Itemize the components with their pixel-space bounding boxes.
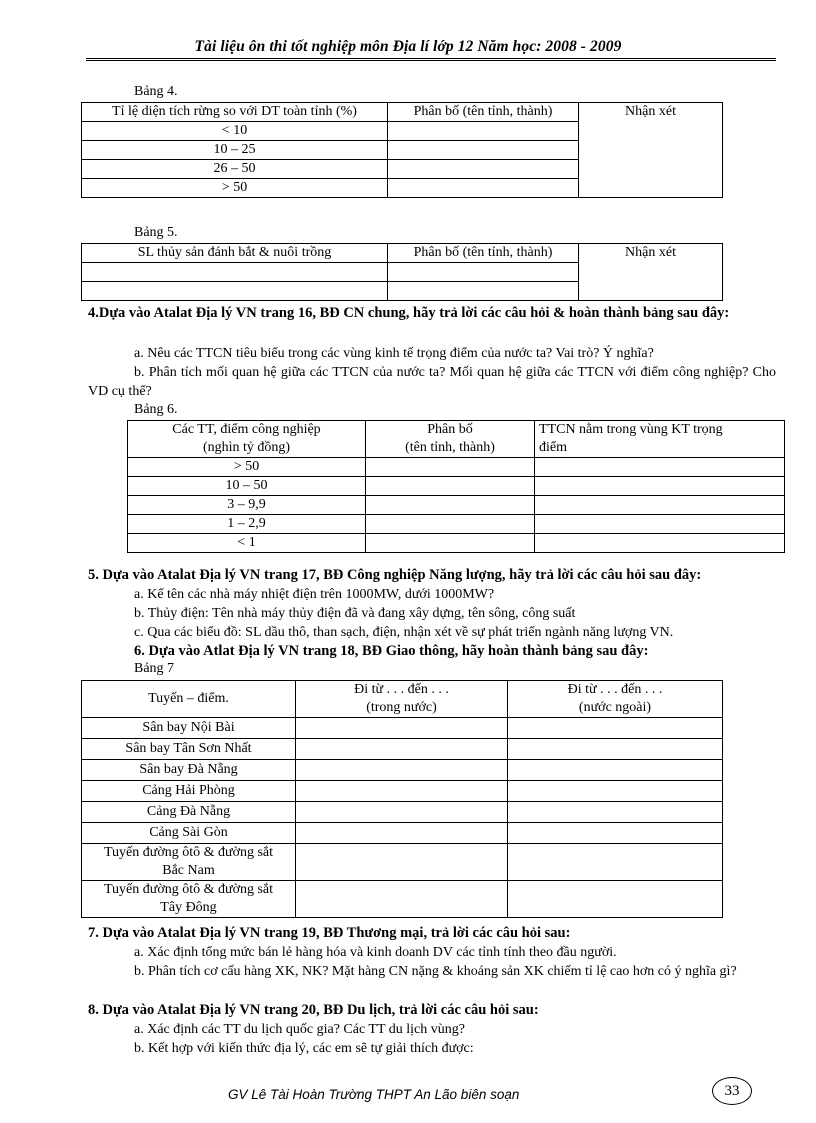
table4-row-label: < 10 [82,122,388,141]
table6-header-distribution [366,421,535,458]
table7-row-label: Cảng Hải Phòng [82,781,296,802]
footer-author: GV Lê Tài Hoàn Trường THPT An Lão biên soạn [228,1087,520,1102]
table4-cell [388,160,579,179]
section5-item-c: c. Qua các biểu đồ: SL dầu thô, than sạch, điện, nhận xét về sự phát triển ngành năng lượng VN. [134,625,674,640]
section5-item-b: b. Thủy điện: Tên nhà máy thủy điện đã và đang xây dựng, tên sông, công suất [134,606,576,621]
table7-row-label-route [82,881,296,918]
table7 [81,680,723,918]
table4-cell [388,179,579,198]
section7-item-b: b. Phân tích cơ cấu hàng XK, NK? Mặt hàng CN nặng & khoáng sản XK chiếm tỉ lệ cao hơn có ý nghĩa gì? [134,964,737,979]
section5-item-a: a. Kể tên các nhà máy nhiệt điện trên 1000MW, dưới 1000MW? [134,587,495,602]
table6-row-label: 10 – 50 [128,477,366,496]
table5-cell [388,263,579,282]
table7-header-foreign-line1: Đi từ . . . đến . . . [567,682,663,697]
section8-item-b: b. Kết hợp với kiến thức địa lý, các em sẽ tự giải thích được: [134,1041,474,1056]
table7-caption: Bảng 7 [134,661,175,676]
table6-cell [535,534,785,553]
table6-row-label: 1 – 2,9 [128,515,366,534]
section7-item-a: a. Xác định tổng mức bán lẻ hàng hóa và kinh doanh DV các tỉnh tính theo đầu người. [134,945,617,960]
table6-cell [535,515,785,534]
table7-route2-line2: Tây Đông [160,900,217,915]
table6-row-label: < 1 [128,534,366,553]
table5-header-distribution: Phân bố (tên tỉnh, thành) [388,244,579,263]
table7-route1-line1: Tuyến đường ôtô & đường sắt [103,845,274,860]
table5-header-comment: Nhận xét [579,244,723,301]
table6-cell [366,534,535,553]
table6-header-centers-line2: (nghìn tỷ đồng) [202,440,291,455]
table4-header-distribution: Phân bố (tên tỉnh, thành) [388,103,579,122]
table6-header-zone-line1: TTCN nằm trong vùng KT trọng [539,422,723,437]
table4-cell [388,122,579,141]
table7-row-label: Sân bay Đà Nẵng [82,760,296,781]
table6-header-distribution-line1: Phân bố [427,422,473,437]
table6 [127,420,785,553]
table6-cell [366,515,535,534]
table5 [81,243,723,301]
header-divider [86,58,776,61]
table6-header-centers [128,421,366,458]
table7-cell [296,823,508,844]
section4-item-b: b. Phân tích mối quan hệ giữa các TTCN của nước ta? Mối quan hệ giữa các TTCN với điểm công nghiệp? Cho VD cụ thể? [88,365,776,399]
table7-header-domestic-line1: Đi từ . . . đến . . . [354,682,449,697]
table7-header-route: Tuyến – điểm. [82,681,296,718]
table7-cell [508,881,723,918]
table4-header-ratio: Tỉ lệ diện tích rừng so với DT toàn tỉnh (%) [82,103,388,122]
table7-cell [508,760,723,781]
table7-cell [296,739,508,760]
table6-cell [366,496,535,515]
table6-cell [535,458,785,477]
table7-cell [296,802,508,823]
table7-cell [508,844,723,881]
table6-header-zone-line2: điểm [539,440,567,455]
table7-header-foreign [508,681,723,718]
table7-cell [508,802,723,823]
table7-row-label: Cảng Sài Gòn [82,823,296,844]
table6-header-distribution-line2: (tên tỉnh, thành) [405,440,495,455]
table4-caption: Bảng 4. [134,84,178,99]
table7-cell [508,781,723,802]
table6-caption: Bảng 6. [134,402,178,417]
table6-cell [366,458,535,477]
table6-cell [366,477,535,496]
table7-header-domestic [296,681,508,718]
table7-row-label-route [82,844,296,881]
table4 [81,102,723,198]
table4-row-label: 10 – 25 [82,141,388,160]
table7-cell [508,823,723,844]
section8-heading: 8. Dựa vào Atalat Địa lý VN trang 20, BĐ Du lịch, trả lời các câu hỏi sau: [88,1002,539,1018]
table5-cell [388,282,579,301]
table7-cell [296,881,508,918]
table7-row-label: Sân bay Nội Bài [82,718,296,739]
table5-caption: Bảng 5. [134,225,178,240]
table4-row-label: > 50 [82,179,388,198]
table7-row-label: Sân bay Tân Sơn Nhất [82,739,296,760]
table5-cell [82,282,388,301]
page-header-title: Tài liệu ôn thi tốt nghiệp môn Địa lí lớp 12 Năm học: 2008 - 2009 [194,38,622,55]
table7-route2-line1: Tuyến đường ôtô & đường sắt [103,882,274,897]
section6-heading: 6. Dựa vào Atlat Địa lý VN trang 18, BĐ Giao thông, hãy hoàn thành bảng sau đây: [134,643,649,659]
section4-heading: 4.Dựa vào Atalat Địa lý VN trang 16, BĐ CN chung, hãy trả lời các câu hỏi & hoàn thành bảng sau đây: [88,305,730,321]
table7-cell [296,844,508,881]
table7-cell [508,739,723,760]
table4-cell [388,141,579,160]
table7-row-label: Cảng Đà Nẵng [82,802,296,823]
page-number: 33 [712,1077,752,1105]
section5-heading: 5. Dựa vào Atalat Địa lý VN trang 17, BĐ Công nghiệp Năng lượng, hãy trả lời các câu hỏi sau đây: [88,567,702,583]
table7-header-domestic-line2: (trong nước) [366,700,437,715]
table4-header-comment: Nhận xét [579,103,723,198]
section8-item-a: a. Xác định các TT du lịch quốc gia? Các TT du lịch vùng? [134,1022,465,1037]
table7-cell [296,760,508,781]
table7-route1-line2: Bắc Nam [162,863,215,878]
table4-row-label: 26 – 50 [82,160,388,179]
table7-header-foreign-line2: (nước ngoài) [578,700,652,715]
table7-cell [296,718,508,739]
table6-header-zone [535,421,785,458]
table6-cell [535,477,785,496]
table7-cell [508,718,723,739]
table6-cell [535,496,785,515]
section7-heading: 7. Dựa vào Atalat Địa lý VN trang 19, BĐ Thương mại, trả lời các câu hỏi sau: [88,925,571,941]
table6-header-centers-line1: Các TT, điểm công nghiệp [172,422,321,437]
table5-header-quantity: SL thủy sản đánh bắt & nuôi trồng [82,244,388,263]
section4-item-a: a. Nêu các TTCN tiêu biểu trong các vùng kinh tế trọng điểm của nước ta? Vai trò? Ý nghĩa? [134,346,654,361]
table5-cell [82,263,388,282]
table6-row-label: > 50 [128,458,366,477]
table7-cell [296,781,508,802]
table6-row-label: 3 – 9,9 [128,496,366,515]
